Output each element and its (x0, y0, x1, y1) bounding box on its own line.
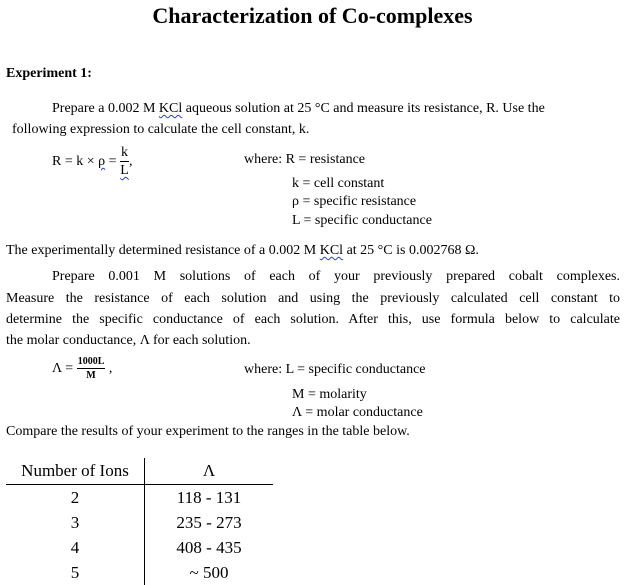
cell-lambda-range: 118 - 131 (176, 487, 242, 507)
eq2-def-l: L = specific conductance (285, 362, 426, 377)
cell-ions: 4 (6, 535, 145, 560)
eq1-equals: = (105, 154, 121, 170)
resistance-prefix: The experimentally determined resistance of a 0.002 M (6, 243, 320, 258)
cell-lambda-range: 408 - 435 (176, 537, 242, 557)
eq1-lhs: R = k × (52, 154, 99, 170)
cell-lambda-range: ~ 500 (189, 562, 229, 582)
eq2-lhs: Λ = (52, 361, 77, 376)
cell-ions: 3 (6, 510, 145, 535)
eq1-comma: , (129, 154, 133, 170)
para1-line1 (52, 98, 545, 119)
table-row (6, 485, 273, 511)
experiment-heading: Experiment 1: (6, 66, 92, 81)
para2-line4: the molar conductance, Λ for each solution. (6, 333, 251, 348)
ions-conductance-table (6, 458, 273, 585)
eq2-numerator: 1000L (77, 355, 105, 367)
eq1-def-rho: ρ = specific resistance (292, 194, 417, 209)
kcl-term-2: KCl (319, 243, 344, 258)
resistance-suffix: at 25 °C is 0.002768 Ω. (343, 243, 479, 258)
eq1-fraction (120, 146, 129, 178)
resistance-statement (6, 240, 479, 261)
eq1-where (244, 149, 365, 170)
document-title: Characterization of Co-complexes (152, 3, 473, 28)
header-number-of-ions: Number of Ions (6, 458, 145, 485)
para2-line3: determine the specific conductance of each solution. After this, use formula below to calculate (6, 312, 620, 327)
para1-line1-prefix: Prepare a 0.002 M (52, 101, 159, 116)
eq2-comma: , (105, 361, 113, 376)
eq2-def-m: M = molarity (292, 387, 367, 402)
header-lambda: Λ (145, 458, 274, 485)
eq2-denominator: M (86, 369, 96, 381)
equation-cell-constant (52, 146, 133, 178)
eq2-where (244, 359, 426, 380)
eq2-def-lambda: Λ = molar conductance (292, 405, 423, 420)
table-row (6, 510, 273, 535)
eq1-def-l: L = specific conductance (292, 213, 432, 228)
eq1-def-r: R = resistance (285, 152, 366, 167)
cell-ions: 5 (6, 560, 145, 585)
eq1-def-k: k = cell constant (292, 176, 385, 191)
para1-line2: following expression to calculate the cell constant, k. (12, 122, 310, 137)
para1-line1-suffix: aqueous solution at 25 °C and measure its resistance, R. Use the (182, 101, 545, 116)
compare-instruction: Compare the results of your experiment to the ranges in the table below. (6, 424, 410, 439)
eq2-fraction (77, 357, 106, 381)
eq2-where-label: where: (244, 362, 286, 377)
table-row (6, 535, 273, 560)
kcl-term: KCl (158, 101, 183, 116)
eq1-rho: ρ (98, 154, 106, 170)
eq1-denominator: L (120, 163, 129, 178)
eq1-numerator: k (121, 145, 129, 160)
para2-line1: Prepare 0.001 M solutions of each of your previously prepared cobalt complexes. (52, 269, 620, 284)
cell-ions: 2 (6, 485, 145, 511)
equation-molar-conductance (52, 356, 112, 382)
table-header-row (6, 458, 273, 485)
eq1-where-label: where: (244, 152, 286, 167)
table-row (6, 560, 273, 585)
para2-line2: Measure the resistance of each solution and using the previously calculated cell constant to (6, 291, 620, 306)
cell-lambda-range: 235 - 273 (176, 512, 242, 532)
